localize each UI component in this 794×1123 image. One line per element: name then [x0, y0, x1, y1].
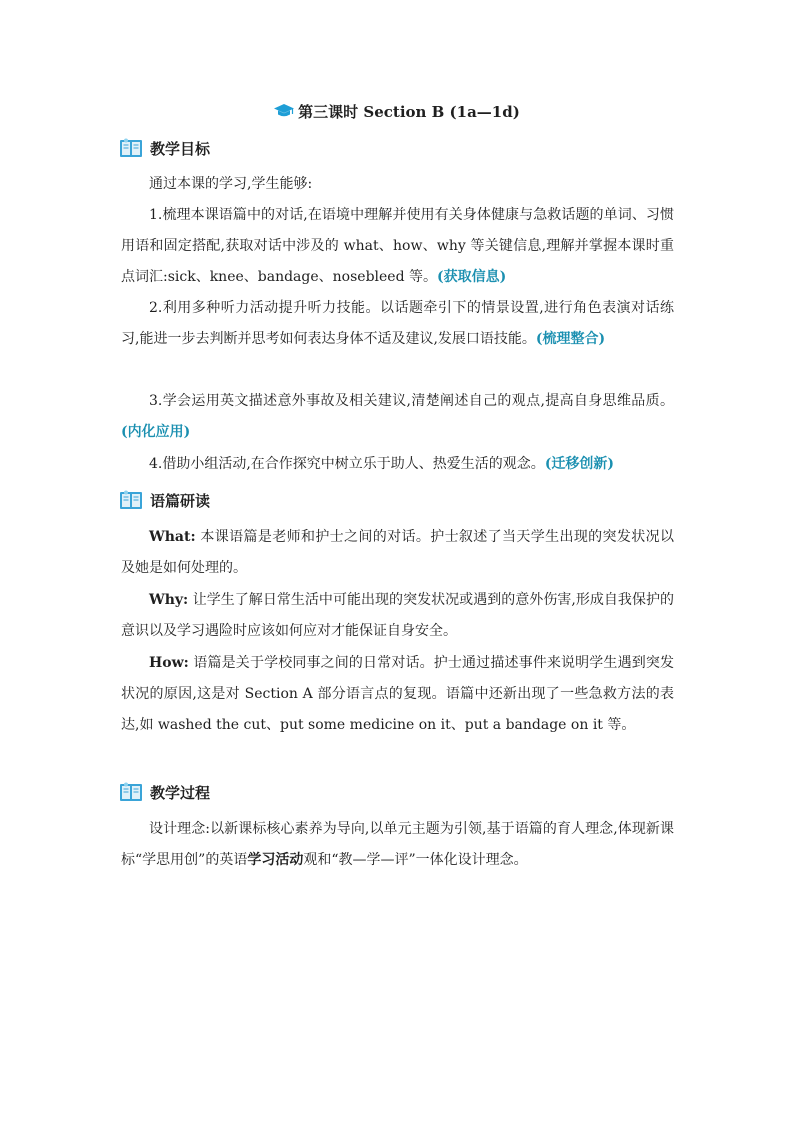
- book-icon: [120, 490, 142, 510]
- why-text: 让学生了解日常生活中可能出现的突发状况或遇到的意外伤害,形成自我保护的意识以及学习遇险时应该如何应对才能保证自身安全。: [121, 592, 674, 639]
- section-label: 教学目标: [150, 140, 211, 158]
- section-heading-process: [120, 782, 210, 804]
- how-text: 语篇是关于学校同事之间的日常对话。护士通过描述事件来说明学生遇到突发状况的原因,这是对 Section A 部分语言点的复现。语篇中还新出现了一些急救方法的表达,如 washed the cut、put some medicine on it、put a bandage on it 等。: [121, 655, 674, 733]
- how-label: How:: [149, 655, 189, 671]
- reading-why: [121, 585, 674, 647]
- goal-tag: (梳理整合): [535, 331, 606, 347]
- goal-tag: (获取信息): [437, 269, 507, 285]
- process-text-bold: 学习活动: [247, 852, 304, 868]
- process-text-b: 观和“教—学—评”一体化设计理念。: [303, 852, 528, 868]
- reading-what: [121, 522, 674, 584]
- goal-item-1: [121, 200, 674, 293]
- why-label: Why:: [149, 592, 189, 608]
- section-label: 教学过程: [150, 784, 211, 802]
- what-label: What:: [149, 529, 196, 545]
- goal-text: 3.学会运用英文描述意外事故及相关建议,清楚阐述自己的观点,提高自身思维品质。: [149, 393, 674, 409]
- book-icon: [120, 782, 142, 802]
- section-heading-reading: [120, 490, 210, 512]
- goal-item-2: [121, 293, 674, 355]
- reading-how: [121, 648, 674, 741]
- process-design-concept: [121, 814, 674, 876]
- goal-item-3: [121, 386, 674, 448]
- goals-intro: 通过本课的学习,学生能够:: [149, 176, 313, 192]
- lesson-title-text: 第三课时 Section B (1a—1d): [298, 103, 520, 121]
- process-text-a: 设计理念:以新课标核心素养为导向,以单元主题为引领,基于语篇的育人理念,体现新课标“学思用创”的英语: [121, 821, 674, 868]
- goal-text: 2.利用多种听力活动提升听力技能。以话题牵引下的情景设置,进行角色表演对话练习,能进一步去判断并思考如何表达身体不适及建议,发展口语技能。: [121, 300, 674, 347]
- book-icon: [120, 138, 142, 158]
- section-heading-goals: [120, 138, 210, 160]
- goal-text: 1.梳理本课语篇中的对话,在语境中理解并使用有关身体健康与急救话题的单词、习惯用语和固定搭配,获取对话中涉及的 what、how、why 等关键信息,理解并掌握本课时重点词汇:sick、knee、bandage、nosebleed 等。: [121, 207, 674, 285]
- goal-item-4: [121, 449, 674, 480]
- goal-text: 4.借助小组活动,在合作探究中树立乐于助人、热爱生活的观念。: [149, 456, 545, 472]
- goal-tag: (迁移创新): [544, 456, 615, 472]
- graduation-cap-icon: [274, 103, 294, 119]
- lesson-title: [0, 100, 794, 124]
- section-label: 语篇研读: [150, 492, 211, 510]
- what-text: 本课语篇是老师和护士之间的对话。护士叙述了当天学生出现的突发状况以及她是如何处理的。: [121, 529, 674, 576]
- goal-tag: (内化应用): [121, 424, 191, 440]
